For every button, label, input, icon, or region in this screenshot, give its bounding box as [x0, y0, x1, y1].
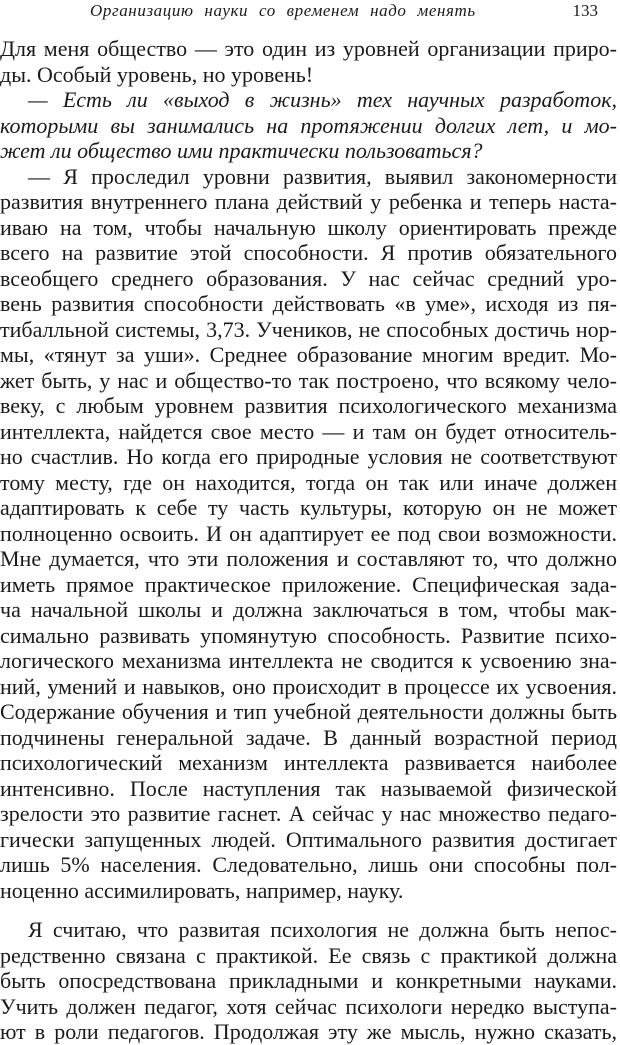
text-line: всего на развитие этой способности. Я против обязательного	[0, 240, 617, 265]
running-head: Организацию науки со временем надо менять	[90, 1, 476, 20]
text-line: веку, с любым уровнем развития психологического механизма	[0, 393, 617, 418]
text-line: иметь прямое практическое приложение. Специфическая зада-	[0, 571, 617, 597]
text-line: Для меня общество — это один из уровней организации приро-	[0, 36, 617, 61]
text-line: Я считаю, что развитая психология не должна быть непос-	[28, 917, 617, 942]
text-line: зрелости это развитие гаснет. А сейчас у нас множество педаго-	[0, 801, 617, 826]
text-line: ний, умений и навыков, оно происходит в процессе их усвоения.	[0, 673, 617, 699]
text-line: логического механизма интеллекта не сводится к усвоению зна-	[0, 648, 617, 673]
text-line: иваю на том, чтобы начальную школу ориентировать прежде	[0, 214, 617, 240]
question-line: жет ли общество ими практически пользоваться?	[0, 138, 483, 163]
text-line: психологический механизм интеллекта развивается наиболее	[0, 750, 617, 775]
text-line: ды. Особый уровень, но уровень!	[0, 61, 314, 87]
text-line: но счастлив. Но когда его природные условия не соответствуют	[0, 444, 617, 469]
text-line: лишь 5% населения. Следовательно, лишь они способны пол-	[0, 852, 617, 877]
text-line: Мне думается, что эти положения и составляют то, что должно	[0, 546, 617, 571]
text-line: вень развития способности действовать «в уме», исходя из пя-	[0, 291, 617, 316]
text-line: ноценно ассимилировать, например, науку.	[0, 877, 404, 903]
text-line: симально развивать упомянутую способность. Развитие психо-	[0, 622, 617, 648]
text-line: ют в роли педагогов. Продолжая эту же мысль, нужно сказать,	[0, 1019, 617, 1044]
text-line: редственно связана с практикой. Ее связь с практикой должна	[0, 942, 617, 968]
text-line: Учить должен педагог, хотя сейчас психологи нередко выступа-	[0, 993, 617, 1019]
text-line: тому месту, где он находится, тогда он так или иначе должен	[0, 469, 617, 495]
text-line: гически запущенных людей. Оптимального развития достигает	[0, 826, 617, 852]
question-line: которыми вы занимались на протяжении долгих лет, и мо-	[0, 112, 617, 138]
text-line: развития внутреннего плана действий у ребенка и теперь наста-	[0, 189, 617, 214]
page-header	[0, 0, 620, 28]
text-line: жет быть, у нас и общество-то так построено, что всякому чело-	[0, 367, 617, 393]
text-line: мы, «тянут за уши». Среднее образование многим вредит. Мо-	[0, 342, 617, 367]
question-line: — Есть ли «выход в жизнь» тех научных разработок,	[28, 87, 617, 112]
text-line: интенсивно. После наступления так называемой физической	[0, 775, 617, 801]
text-line: подчинены генеральной задаче. В данный возрастной период	[0, 724, 617, 750]
text-line: тибалльной системы, 3,73. Учеников, не способных достичь нор-	[0, 316, 617, 342]
text-line: полноценно освоить. И он адаптирует ее под свои возможности.	[0, 520, 617, 546]
text-line: быть опосредствована прикладными и конкретными науками.	[0, 968, 617, 993]
text-line: интеллекта, найдется свое место — и там он будет относитель-	[0, 418, 617, 444]
text-line: — Я проследил уровни развития, выявил закономерности	[28, 163, 617, 189]
text-line: адаптировать к себе ту часть культуры, которую он не может	[0, 495, 617, 520]
text-line: Содержание обучения и тип учебной деятельности должны быть	[0, 699, 617, 724]
paragraph-gap	[0, 903, 617, 917]
body-text	[0, 36, 617, 1045]
text-line: всеобщего среднего образования. У нас сейчас средний уро-	[0, 265, 617, 291]
text-line: ча начальной школы и должна заключаться в том, чтобы мак-	[0, 597, 617, 622]
page-number: 133	[572, 1, 598, 20]
